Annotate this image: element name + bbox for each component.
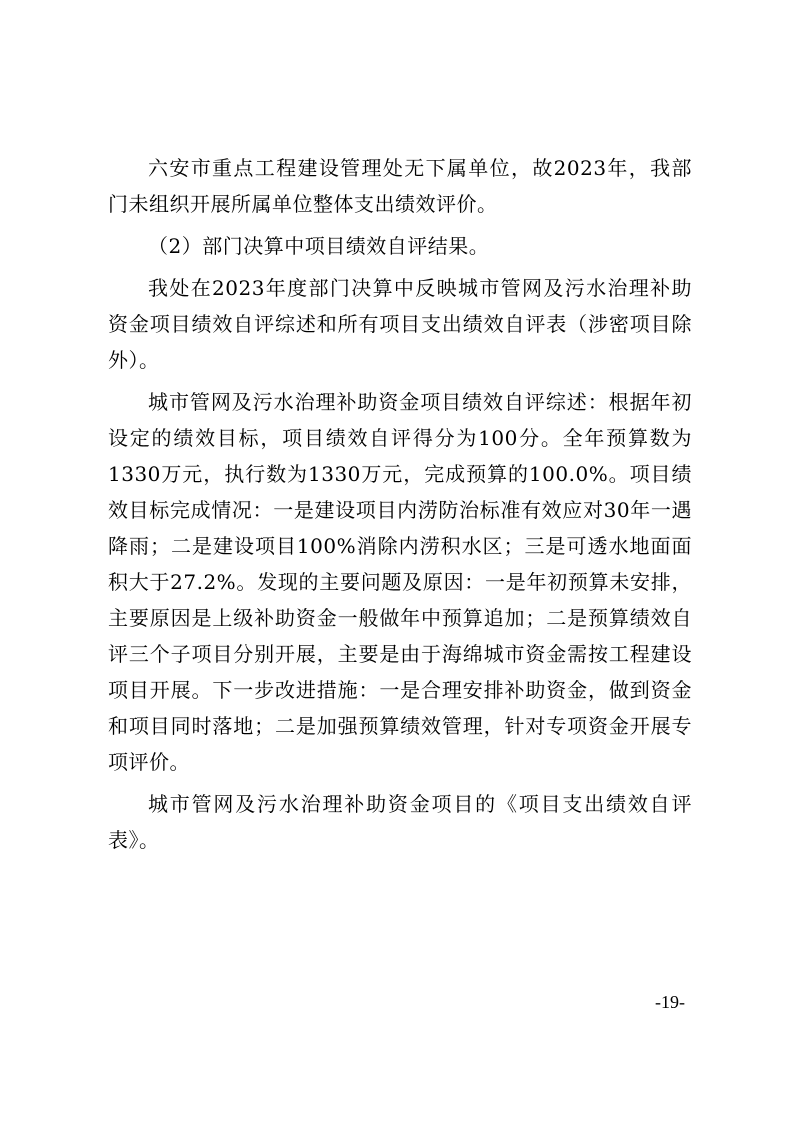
paragraph-final-accounts: 我处在2023年度部门决算中反映城市管网及污水治理补助资金项目绩效自评综述和所有项目支出绩效自评表（涉密项目除外）。 xyxy=(108,276,692,372)
paragraph-evaluation-summary: 城市管网及污水治理补助资金项目绩效自评综述：根据年初设定的绩效目标，项目绩效自评得分为100分。全年预算数为1330万元，执行数为1330万元，完成预算的100.0%。项目绩效目标完成情况：一是建设项目内涝防治标准有效应对30年一遇降雨；二是建设项目100%消除内涝积水区；三是可透水地面面积大于27.2%。发现的主要问题及原因：一是年初预算未安排，主要原因是上级补助资金一般做年中预算追加；二是预算绩效自评三个子项目分别开展，主要是由于海绵城市资金需按工程建设项目开展。下一步改进措施：一是合理安排补助资金，做到资金和项目同时落地；二是加强预算绩效管理，针对专项资金开展专项评价。 xyxy=(108,390,692,774)
paragraph-evaluation-table-reference: 城市管网及污水治理补助资金项目的《项目支出绩效自评表》。 xyxy=(108,792,692,852)
section-heading-project-evaluation: （2）部门决算中项目绩效自评结果。 xyxy=(148,234,490,258)
paragraph-subordinate-units: 六安市重点工程建设管理处无下属单位，故2023年，我部门未组织开展所属单位整体支出绩效评价。 xyxy=(108,156,692,216)
page-number: -19- xyxy=(655,992,685,1012)
document-body xyxy=(108,150,692,864)
